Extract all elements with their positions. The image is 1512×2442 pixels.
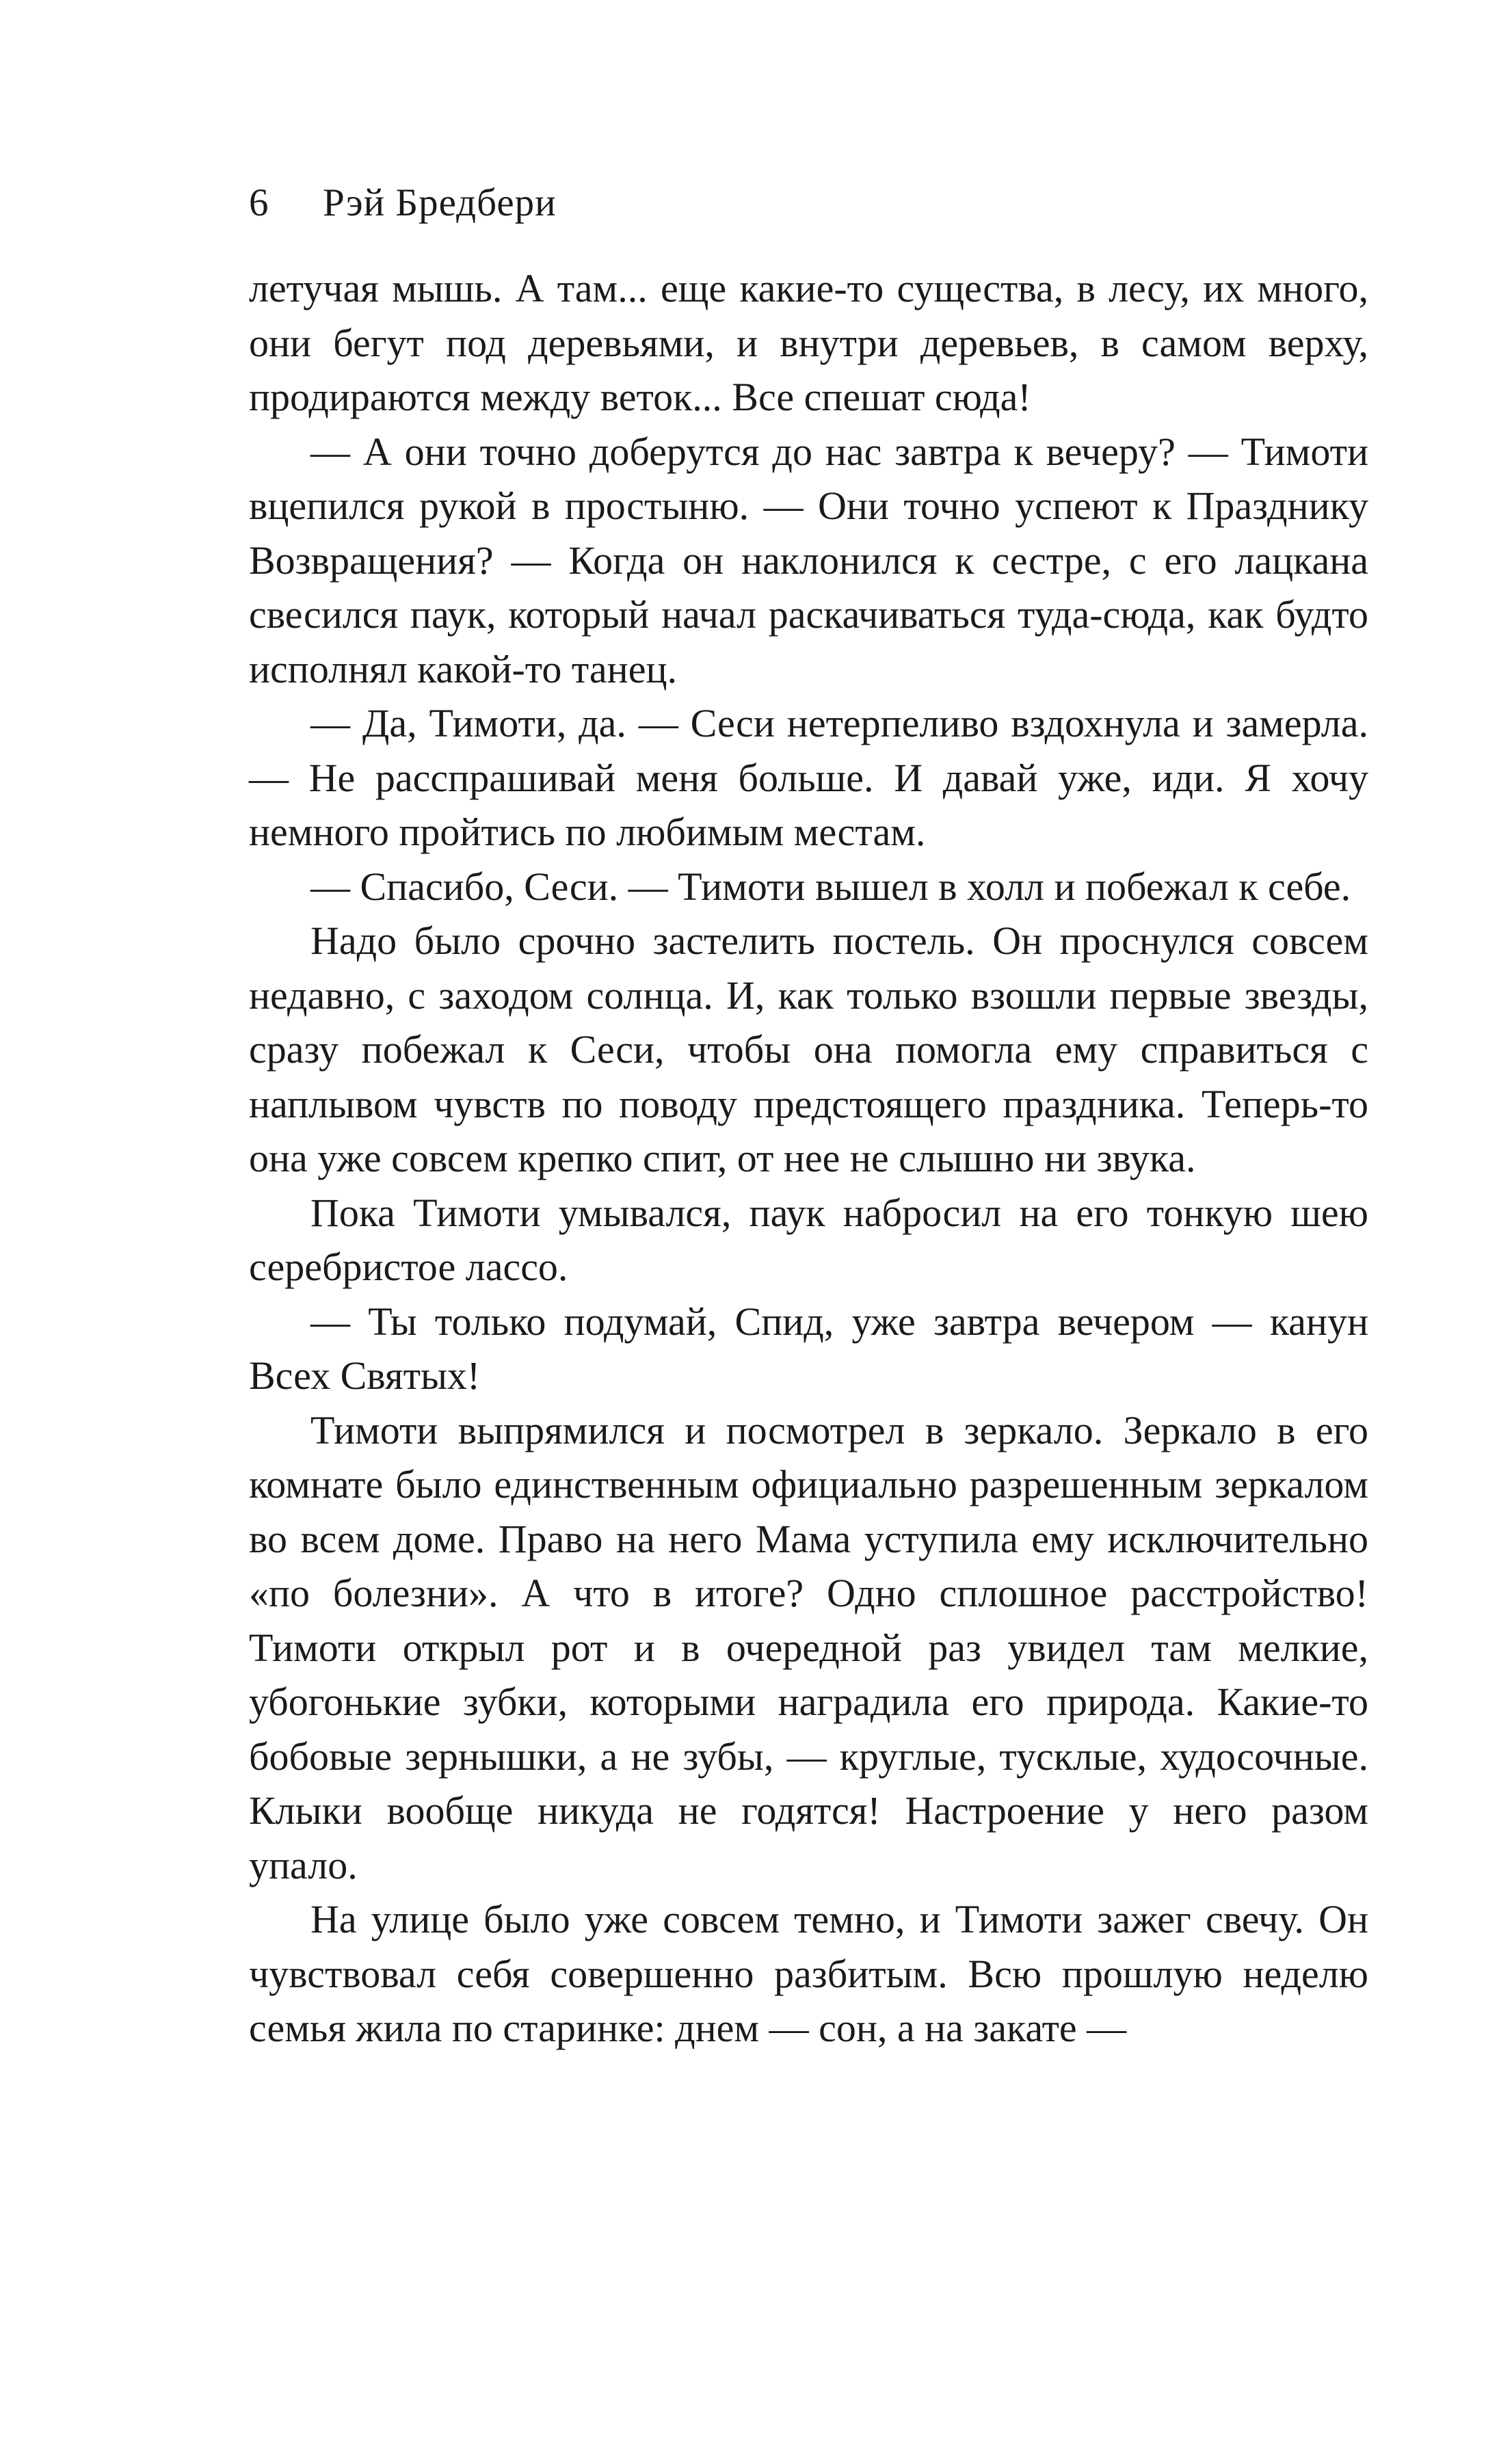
paragraph: — Ты только подумай, Спид, уже завтра вечером — канун Всех Святых! (249, 1299, 1368, 1398)
paragraph: Надо было срочно застелить постель. Он проснулся совсем недавно, с заходом солнца. И, как только взошли первые звезды, сразу побежал к Сеси, чтобы она помогла ему справиться с наплывом чувств по поводу предстоящего праздника. Теперь-то она уже совсем крепко спит, от нее не слышно ни звука. (249, 918, 1368, 1180)
body-text (249, 261, 1368, 2056)
paragraph: Пока Тимоти умывался, паук набросил на его тонкую шею серебристое лассо. (249, 1190, 1368, 1289)
paragraph: — Да, Тимоти, да. — Сеси нетерпеливо вздохнула и замерла. — Не расспрашивай меня больше. И давай уже, иди. Я хочу немного пройтись по любимым местам. (249, 701, 1368, 854)
running-head (249, 179, 1368, 227)
paragraph-continued: летучая мышь. А там... еще какие-то существа, в лесу, их много, они бегут под деревьями, и внутри деревьев, в самом верху, продираются между веток... Все спешат сюда! (249, 266, 1368, 419)
paragraph: На улице было уже совсем темно, и Тимоти зажег свечу. Он чувствовал себя совершенно разбитым. Всю прошлую неделю семья жила по старинке: днем — сон, а на закате — (249, 1897, 1368, 2050)
paragraph: Тимоти выпрямился и посмотрел в зеркало. Зеркало в его комнате было единственным официально разрешенным зеркалом во всем доме. Право на него Мама уступила ему исключительно «по болезни». А что в итоге? Одно сплошное расстройство! Тимоти открыл рот и в очередной раз увидел там мелкие, убогонькие зубки, которыми наградила его природа. Какие-то бобовые зернышки, а не зубы, — круглые, тусклые, худосочные. Клыки вообще никуда не годятся! Настроение у него разом упало. (249, 1407, 1368, 1887)
page-number: 6 (249, 181, 269, 224)
paragraph: — Спасибо, Сеси. — Тимоти вышел в холл и побежал к себе. (310, 864, 1351, 909)
paragraph: — А они точно доберутся до нас завтра к вечеру? — Тимоти вцепился рукой в простыню. — Они точно успеют к Празднику Возвращения? — Когда он наклонился к сестре, с его лацкана свесился паук, который начал раскачиваться туда-сюда, как будто исполнял какой-то танец. (249, 429, 1368, 691)
running-head-author: Рэй Бредбери (323, 181, 557, 224)
book-page (249, 179, 1368, 2056)
